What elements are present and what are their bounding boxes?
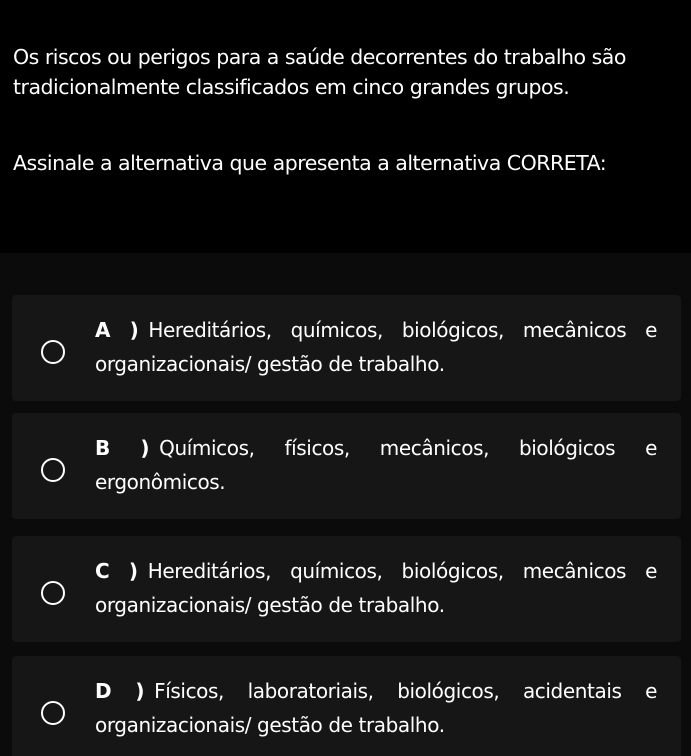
radio-button-b[interactable] [41,458,65,482]
option-a-letter: A ) [95,318,139,342]
radio-button-d[interactable] [41,701,65,725]
question-instruction: Assinale a alternativa que apresenta a alternativa CORRETA: [13,151,607,175]
option-d[interactable] [12,656,681,756]
option-c-label: Hereditários, químicos, biológicos, mecânicos e organizacionais/ gestão de trabalho. [95,559,658,617]
option-c-text [95,554,657,622]
option-d-letter: D ) [95,679,145,703]
question-statement: Os riscos ou perigos para a saúde decorrentes do trabalho são tradicionalmente classificados em cinco grandes grupos. [13,45,626,99]
option-b-text [95,431,657,499]
option-d-label: Físicos, laboratoriais, biológicos, acidentais e organizacionais/ gestão de trabalho. [95,679,657,737]
option-b[interactable] [12,413,681,519]
option-d-text [95,674,657,742]
question-panel [0,0,691,253]
option-b-label: Químicos, físicos, mecânicos, biológicos e ergonômicos. [95,436,657,494]
option-c-letter: C ) [95,559,138,583]
option-a-label: Hereditários, químicos, biológicos, mecânicos e organizacionais/ gestão de trabalho. [95,318,658,376]
option-c[interactable] [12,536,681,642]
option-a-text [95,313,657,381]
option-a[interactable] [12,295,681,401]
radio-button-c[interactable] [41,581,65,605]
option-b-letter: B ) [95,436,150,460]
radio-button-a[interactable] [41,340,65,364]
